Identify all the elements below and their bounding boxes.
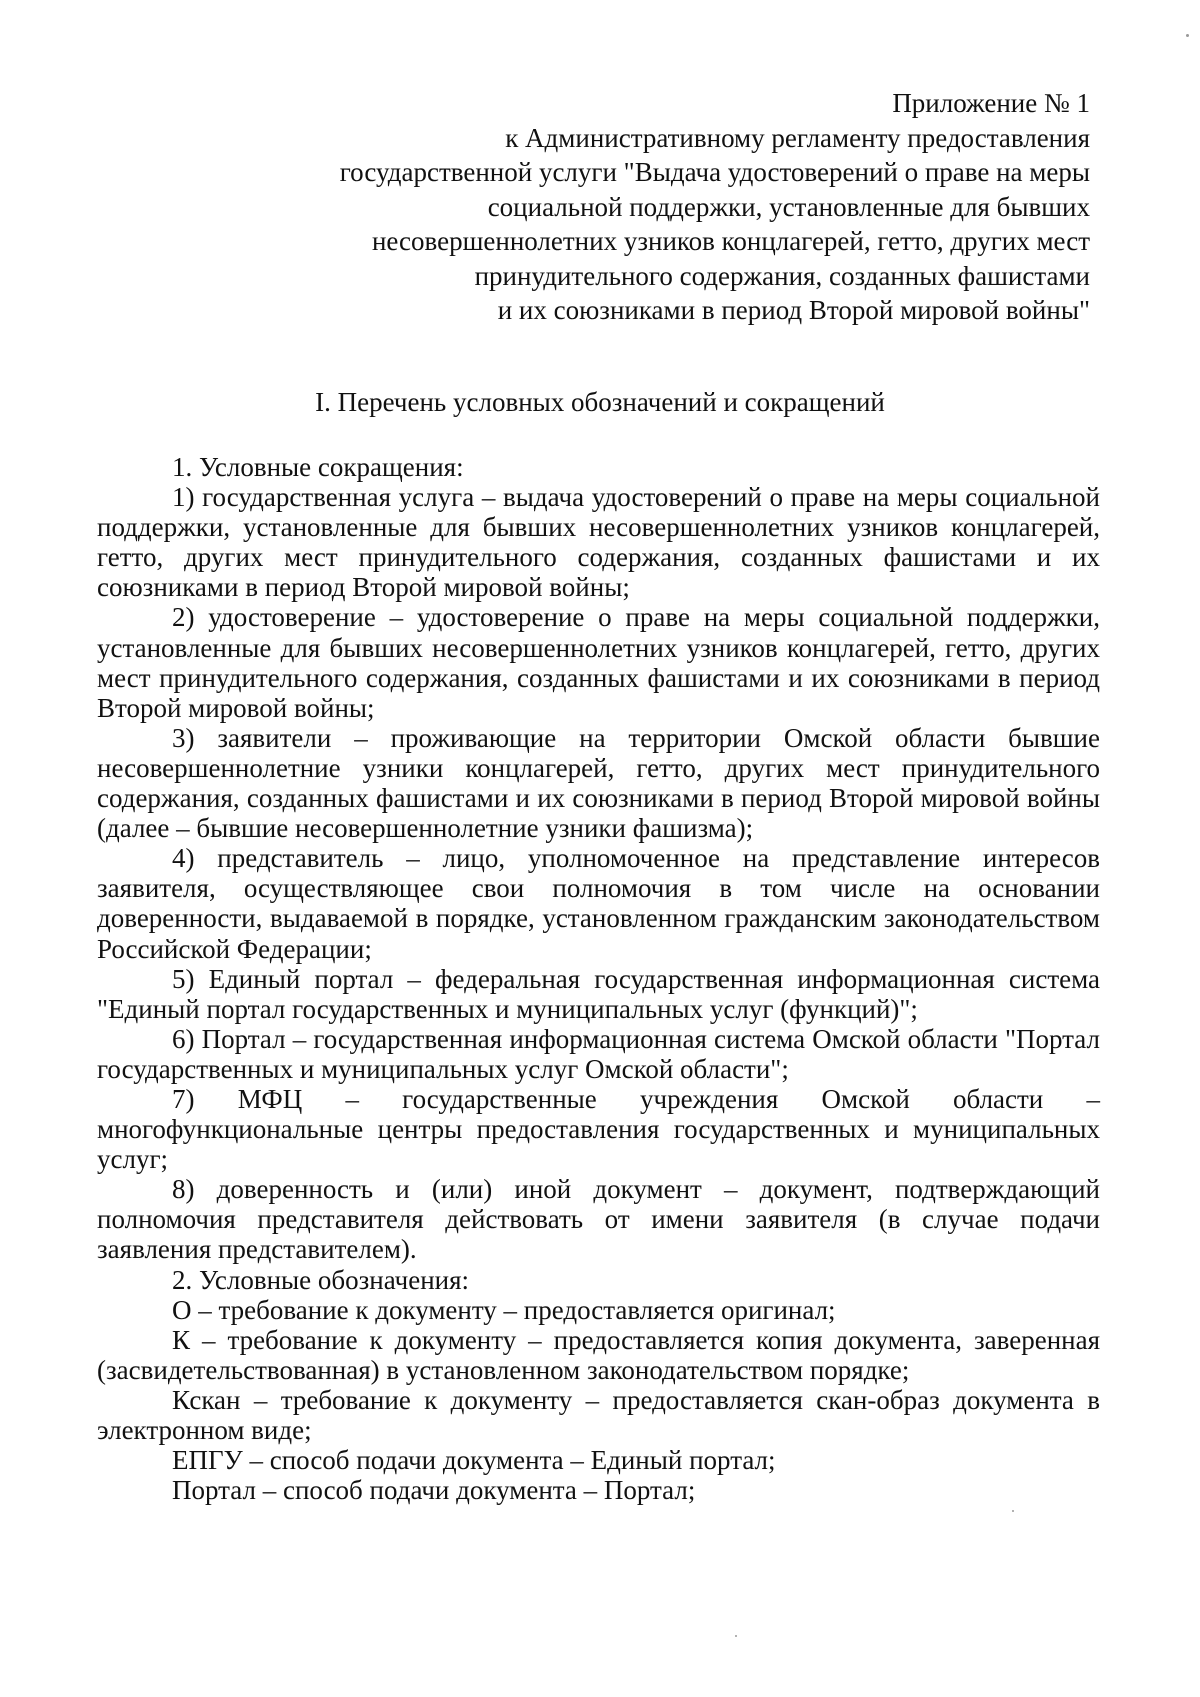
appendix-header-line: государственной услуги "Выдача удостоверений о праве на меры	[339, 157, 1090, 187]
scan-speck	[1012, 1510, 1014, 1512]
appendix-header	[250, 86, 1090, 328]
definition-item: 4) представитель – лицо, уполномоченное на представление интересов заявителя, осуществляющее свои полномочия в том числе на основании доверенности, выдаваемой в порядке, установленном гражданским законодательством Российской Федерации;	[97, 843, 1100, 964]
definition-item: 2) удостоверение – удостоверение о праве на меры социальной поддержки, установленные для бывших несовершеннолетних узников концлагерей, гетто, других мест принудительного содержания, созданных фашистами и их союзниками в период Второй мировой войны;	[97, 602, 1100, 723]
appendix-number: Приложение № 1	[892, 88, 1090, 118]
symbol-item: ЕПГУ – способ подачи документа – Единый портал;	[172, 1445, 776, 1476]
section-title: I. Перечень условных обозначений и сокращений	[315, 387, 885, 417]
symbol-item: Кскан – требование к документу – предоставляется скан-образ документа в электронном виде;	[97, 1384, 1100, 1445]
appendix-header-line: несовершеннолетних узников концлагерей, гетто, других мест	[371, 226, 1090, 256]
definition-item: 1) государственная услуга – выдача удостоверений о праве на меры социальной поддержки, установленные для бывших несовершеннолетних узников концлагерей, гетто, других мест принудительного содержания, созданных фашистами и их союзниками в период Второй мировой войны;	[97, 482, 1100, 603]
symbol-item: К – требование к документу – предоставляется копия документа, заверенная (засвидетельствованная) в установленном законодательством порядке;	[97, 1324, 1100, 1385]
definition-item: 3) заявители – проживающие на территории Омской области бывшие несовершеннолетние узники концлагерей, гетто, других мест принудительного содержания, созданных фашистами и их союзниками в период Второй мировой войны (далее – бывшие несовершеннолетние узники фашизма);	[97, 722, 1100, 844]
symbol-item: Портал – способ подачи документа – Портал;	[172, 1475, 696, 1506]
scan-speck	[1186, 34, 1189, 37]
definition-item: 8) доверенность и (или) иной документ – документ, подтверждающий полномочия представителя действовать от имени заявителя (в случае подачи заявления представителем).	[97, 1174, 1100, 1265]
appendix-header-line: к Административному регламенту предоставления	[505, 122, 1090, 153]
definition-item: 7) МФЦ – государственные учреждения Омской области – многофункциональные центры предоставления государственных и муниципальных услуг;	[97, 1083, 1100, 1175]
appendix-header-line: и их союзниками в период Второй мировой войны"	[497, 295, 1090, 325]
definition-item: 6) Портал – государственная информационная система Омской области "Портал государственных и муниципальных услуг Омской области";	[97, 1023, 1100, 1084]
document-body	[97, 452, 1100, 1505]
appendix-header-line: социальной поддержки, установленные для бывших	[487, 191, 1090, 222]
subsection-heading-symbols: 2. Условные обозначения:	[172, 1264, 470, 1295]
appendix-header-line: принудительного содержания, созданных фашистами	[474, 260, 1090, 291]
scan-speck	[735, 1635, 737, 1637]
symbol-item: О – требование к документу – предоставляется оригинал;	[172, 1294, 836, 1325]
subsection-heading-abbreviations: 1. Условные сокращения:	[172, 452, 464, 482]
definition-item: 5) Единый портал – федеральная государственная информационная система "Единый портал государственных и муниципальных услуг (функций)";	[97, 963, 1100, 1024]
